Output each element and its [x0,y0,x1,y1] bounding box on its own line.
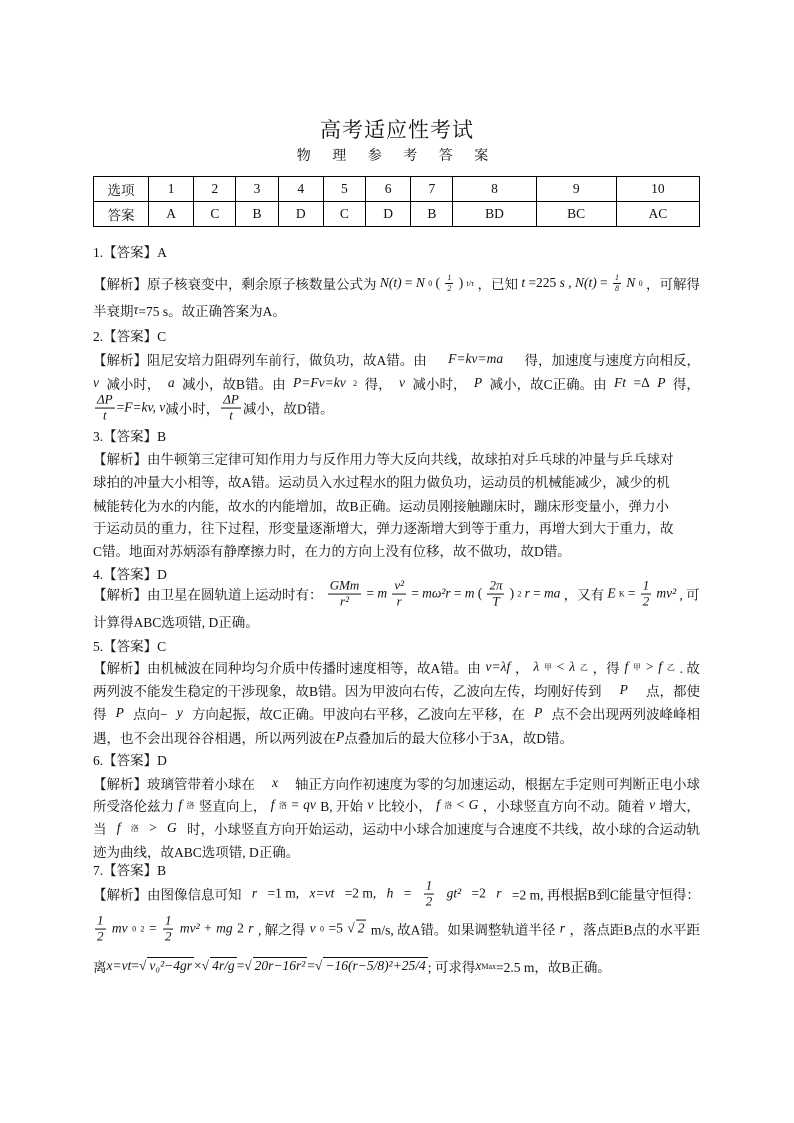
text-line [93,393,700,424]
text-segment: + [204,921,212,936]
math-variable: N(t) [379,275,402,290]
math-variable: mv² [656,586,677,601]
superscript: 2 [140,924,145,934]
subscript: 洛 [130,823,139,833]
text-segment: 得 [93,707,107,722]
text-line [93,495,700,515]
text-segment: = [366,586,375,601]
subscript: 0 [132,924,137,934]
text-segment: ，又有 [563,588,605,603]
text-segment: 点不会出现两列波峰峰相 [551,707,700,722]
math-variable: G [166,820,177,835]
answer-row [94,202,700,227]
text-line [93,448,700,468]
text-segment: ，已知 [477,277,519,292]
text-line [93,540,700,560]
text-line [93,273,700,293]
math-variable: f [658,659,663,674]
text-line [93,373,700,393]
math-variable: N [415,275,425,290]
math-variable: gt² [446,886,462,901]
text-segment: = [404,275,413,290]
text-segment: . 故 [679,661,700,676]
text-segment: =225 [528,275,557,290]
denominator: t [102,407,107,423]
question-number: 2 [194,177,236,202]
text-segment: 当 [93,822,107,837]
subscript: K [618,589,625,599]
text-line [93,680,700,700]
text-segment: 所受洛伦兹力 [93,799,174,814]
question-number: 9 [536,177,616,202]
text-line [93,841,700,861]
text-line [93,859,700,879]
text-line [93,300,700,320]
text-line [93,879,700,910]
text-line [93,914,700,945]
math-variable: r [251,886,258,901]
text-segment: 7.【答案】B [93,863,167,878]
math-variable: a [167,375,175,390]
math-variable: P [619,682,628,697]
text-segment: =2 m, [344,886,377,901]
fraction [487,579,504,610]
text-segment: ( [477,586,483,601]
numerator: v² [394,577,405,593]
radical-sign: √ [244,958,252,973]
text-line [93,349,700,369]
math-variable: v=λf [485,659,511,674]
math-variable: x [475,958,482,973]
text-segment: < [456,797,465,812]
text-segment: , [568,275,572,290]
denominator: 8 [614,283,619,293]
answer-table [93,176,700,227]
text-segment: ( [435,275,441,290]
denominator: 2 [642,593,650,609]
text-segment: 计算得ABC选项错, D正确。 [93,615,259,630]
fraction [613,273,621,292]
text-segment: 得， [672,377,700,392]
answer-cell: A [149,202,194,227]
text-segment: = [307,958,315,973]
fraction [641,579,652,610]
text-line [93,635,700,655]
text-segment: 比较小， [377,799,432,814]
math-variable: f [178,797,183,812]
text-segment: = [453,586,462,601]
math-variable: x=vt [106,958,132,973]
math-variable: λ [533,659,540,674]
superscript: 2 [517,589,522,599]
text-segment: =2 [471,886,486,901]
math-variable: v [93,375,99,390]
fraction [445,273,453,292]
answer-cell: B [411,202,453,227]
denominator: t [229,407,233,423]
fraction [95,393,115,424]
text-line [93,727,700,747]
text-line [93,471,700,491]
subscript: 乙 [666,662,675,672]
sqrt-expression [244,958,307,974]
text-segment: 增大， [659,799,700,814]
text-segment: = [403,886,412,901]
question-row [94,177,700,202]
text-segment: 减小，故B错。由 [182,377,286,392]
math-variable: v [367,797,374,812]
text-segment: 得，加速度与速度方向相反， [524,353,700,368]
text-segment: 时，小球竖直方向开始运动，运动中小球合加速度与合速度不共线，故小球的合运动轨 [186,822,700,837]
text-segment: =Δ [633,375,650,390]
radical-sign: √ [347,921,355,936]
numerator: 1 [642,577,650,593]
text-segment: > [645,659,654,674]
fraction [328,579,362,610]
math-variable: P [115,705,124,720]
question-number: 6 [366,177,411,202]
text-segment: 半衰期 [93,304,134,319]
text-segment: ， [515,661,529,676]
denominator: 2 [447,283,452,293]
sqrt-expression [202,958,237,974]
math-variable: ma [543,586,561,601]
numerator: ΔP [97,391,113,407]
question-number: 4 [278,177,323,202]
text-segment: 械能转化为水的内能，故水的内能增加，故B正确。运动员刚接触蹦床时，蹦床形变量小，弹力小 [93,499,670,514]
text-segment: 3.【答案】B [93,429,167,444]
subscript: 洛 [278,800,287,810]
text-segment: =2.5 m，故B正确。 [496,960,611,975]
text-segment: 于运动员的重力，往下过程，形变量逐渐增大，弹力逐渐增大到等于重力，再增大到大于重力，故 [93,521,674,536]
math-variable: P [657,375,666,390]
subscript: 0 [638,278,643,288]
math-variable: N [626,275,636,290]
text-segment: C错。地面对苏炳添有静摩擦力时，在力的方向上没有位移，故不做功，故D错。 [93,544,571,559]
math-variable: v [309,921,316,936]
fraction [424,879,435,910]
text-segment: 减小时， [106,377,161,392]
math-variable: mv [111,921,128,936]
page-subtitle: 物 理 参 考 答 案 [296,149,498,164]
math-variable: f [116,820,121,835]
sqrt-expression [347,921,366,937]
math-variable: m [464,586,475,601]
math-variable: G [468,797,479,812]
text-line [93,425,700,445]
answer-cell: D [278,202,323,227]
math-variable: F=kv, v [124,400,166,415]
question-number: 1 [149,177,194,202]
text-segment: 得， [364,377,392,392]
text-line [93,611,700,631]
radicand: 4r/g [212,958,235,973]
text-segment: = [600,275,608,290]
text-segment: ) [509,586,515,601]
math-variable: r [248,921,254,936]
radicand: v₀²−4gr [149,958,193,973]
text-line [93,579,700,610]
text-segment: 减小，故D错。 [242,402,334,417]
text-segment: =2 m, 再根据B到C能量守恒得： [511,888,700,903]
text-segment: =5 [328,921,343,936]
text-line [93,703,700,723]
denominator: r [396,593,402,609]
math-variable: mω²r [422,586,451,601]
question-number: 8 [453,177,536,202]
text-segment: 离 [93,960,107,975]
text-segment: 减小，故C正确。由 [489,377,607,392]
text-segment: ; 可求得 [427,960,476,975]
text-segment: 【解析】由机械波在同种均匀介质中传播时速度相等，故A错。由 [93,661,481,676]
math-variable: E [607,586,616,601]
text-segment: 遇，也不会出现谷谷相遇，所以两列波在 [93,731,336,746]
radical-sign: √ [201,958,210,973]
answer-cell: C [194,202,236,227]
text-segment: 轴正方向作初速度为零的匀加速运动，根据左手定则可判断正电小球 [295,777,700,792]
text-segment: 【解析】由牛顿第三定律可知作用力与反作用力等大反向共线，故球拍对乒乓球的冲量与乒乓球对 [93,452,674,467]
text-segment: 减小时， [165,402,220,417]
subscript: 乙 [579,662,588,672]
math-variable: N(t) [574,275,597,290]
denominator: 2 [425,893,433,909]
text-segment: 5.【答案】C [93,639,167,654]
denominator: 2 [164,928,172,944]
text-segment: ，小球竖直方向不动。随着 [482,799,645,814]
math-variable: t [521,275,526,290]
text-segment: 竖直向上， [198,799,267,814]
text-segment: 点，都使 [645,684,700,699]
sqrt-expression [315,958,428,974]
text-line [93,325,700,345]
math-variable: r [559,921,566,936]
text-line [93,956,700,976]
text-segment: 【解析】由图像信息可知 [93,888,242,903]
numerator: 1 [164,912,172,928]
answer-cell: C [323,202,365,227]
text-segment: = [236,958,245,973]
text-line [93,749,700,769]
text-segment: 【解析】玻璃管带着小球在 [93,777,255,792]
text-segment: < [556,659,565,674]
text-line [93,795,700,815]
math-variable: s [559,275,565,290]
text-segment: 球拍的冲量大小相等，故A错。运动员入水过程水的阻力做负功，运动员的机械能减少，减少的机 [93,475,670,490]
text-segment: ，落点距B点的水平距 [569,923,700,938]
text-segment: 两列波不能发生稳定的干涉现象，故B错。因为甲波向右传，乙波向左传，均刚好传到 [93,684,602,699]
math-variable: h [386,886,394,901]
math-variable: λ [569,659,576,674]
denominator: T [492,593,500,609]
math-variable: P [534,705,543,720]
subscript: 甲 [544,662,552,672]
text-segment: ，得 [592,661,620,676]
text-segment: × [194,958,202,973]
text-segment: 方向起振，故C正确。甲波向右平移，乙波向左平移，在 [191,707,525,722]
text-segment: 迹为曲线，故ABC选项错, D正确。 [93,845,300,860]
math-variable: P [336,729,345,744]
radical-sign: √ [314,958,323,973]
numerator: 1 [425,877,433,893]
numerator: 1 [614,273,619,283]
text-segment: 4.【答案】D [93,567,167,582]
row-label: 答案 [94,202,149,227]
fraction [392,579,406,610]
text-line [93,657,700,677]
math-variable: qv [303,797,316,812]
text-segment: = [131,958,139,973]
text-line [93,517,700,537]
subscript: 0 [428,278,433,288]
math-variable: x=vt [309,886,335,901]
text-segment: > [149,820,157,835]
math-variable: F=kv=ma [448,351,504,366]
text-line [93,818,700,838]
text-line [93,241,700,261]
text-segment: = [148,921,157,936]
text-line [93,773,700,793]
text-segment: 2.【答案】C [93,329,167,344]
text-segment: 6.【答案】D [93,753,167,768]
math-variable: r [496,886,502,901]
text-segment: = [627,586,636,601]
numerator: ΔP [223,391,239,407]
page-title: 高考适应性考试 [320,118,474,142]
question-number: 10 [616,177,699,202]
denominator: r² [340,593,349,609]
text-segment: , 可 [679,588,700,603]
math-variable: f [270,797,275,812]
numerator: 2π [489,577,503,593]
math-variable: f [436,797,440,812]
superscript: t/τ [466,278,475,288]
text-segment: = [291,797,299,812]
text-segment: 1.【答案】A [93,245,167,260]
math-variable: P=Fv=kv [293,375,346,390]
sqrt-expression [139,958,194,974]
answer-cell: B [236,202,278,227]
subscript: 甲 [633,662,642,672]
fraction [221,393,241,424]
answer-cell: AC [616,202,699,227]
subscript: Max [481,961,497,971]
radicand: −16(r−5/8)²+25/4 [325,958,426,973]
text-segment: 点叠加后的最大位移小于3A，故D错。 [344,731,573,746]
math-variable: Ft [614,375,627,390]
math-variable: y [176,705,183,720]
radicand: 2 [357,921,365,936]
math-variable: v [399,375,406,390]
numerator: 1 [97,912,104,928]
fraction [95,914,106,945]
text-segment: = [116,400,125,415]
text-segment: 【解析】由卫星在圆轨道上运动时有： [93,588,323,603]
math-variable: x [272,775,278,790]
text-segment: = [411,586,419,601]
subscript: 0 [320,924,325,934]
radical-sign: √ [138,958,147,973]
text-segment: 【解析】原子核衰变中，剩余原子核数量公式为 [93,277,377,292]
text-segment: , 解之得 [257,923,306,938]
text-segment: 2 [237,921,244,936]
math-variable: r [524,586,530,601]
row-label: 选项 [94,177,149,202]
math-variable: P [473,375,483,390]
text-segment: m/s, 故A错。如果调整轨道半径 [370,923,556,938]
math-variable: f [624,659,629,674]
answer-cell: BD [453,202,536,227]
answer-cell: BC [536,202,616,227]
text-segment: =1 m, [267,886,300,901]
question-number: 7 [411,177,453,202]
text-segment: B, 开始 [320,799,364,814]
denominator: 2 [97,928,104,944]
subscript: 洛 [444,800,453,810]
math-variable: m [377,586,388,601]
text-segment: ，可解得 [645,277,700,292]
answer-cell: D [366,202,411,227]
math-variable: mg [216,921,233,936]
numerator: 1 [447,273,452,283]
subscript: 洛 [186,800,195,810]
fraction [163,914,174,945]
text-segment: = [533,586,541,601]
math-variable: τ [133,302,139,317]
text-segment: =75 s。故正确答案为A。 [138,304,286,319]
text-segment: ) [458,275,464,290]
math-variable: mv² [179,921,200,936]
superscript: 2 [353,378,358,388]
math-variable: v [649,797,656,812]
question-number: 5 [323,177,365,202]
text-segment: 点向− [133,707,168,722]
numerator: GMm [329,577,360,593]
text-segment: 减小时， [412,377,467,392]
radicand: 20r−16r² [254,958,306,973]
question-number: 3 [236,177,278,202]
text-segment: 【解析】阻尼安培力阻碍列车前行，做负功，故A错。由 [93,353,427,368]
